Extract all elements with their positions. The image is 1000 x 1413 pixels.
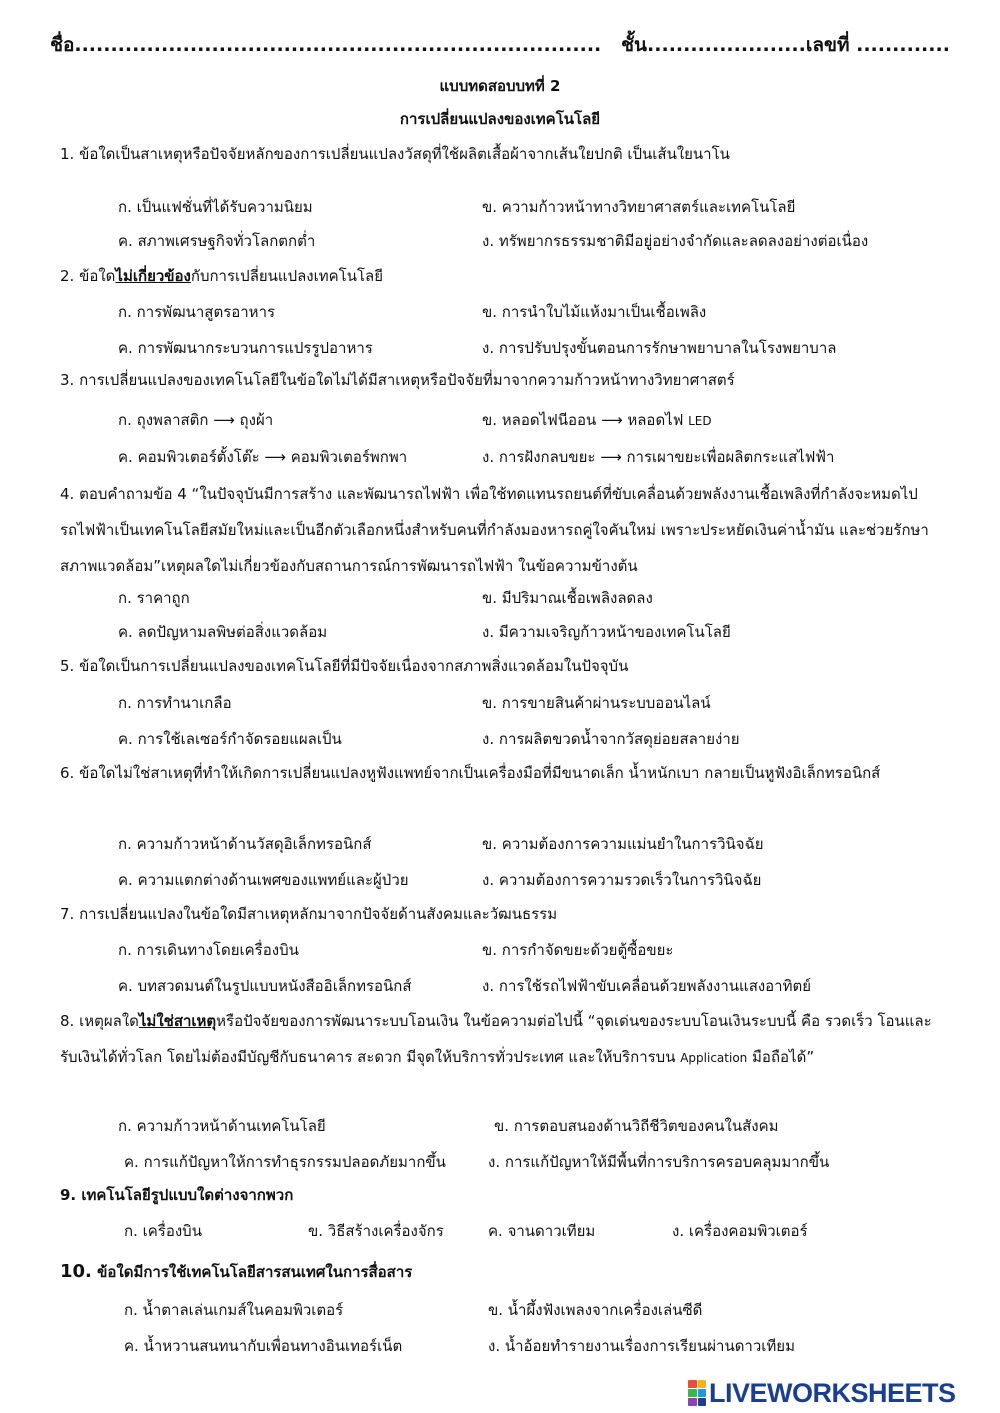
question-10: 10. ข้อใดมีการใช้เทคโนโลยีสารสนเทศในการสื่อสาร xyxy=(60,1261,413,1282)
q1-option-c[interactable]: ค. สภาพเศรษฐกิจทั่วโลกตกต่ำ xyxy=(118,232,316,250)
subject-title: การเปลี่ยนแปลงของเทคโนโลยี xyxy=(399,110,601,128)
q1-option-a[interactable]: ก. เป็นแฟชั่นที่ได้รับความนิยม xyxy=(118,198,313,216)
q5-option-c[interactable]: ค. การใช้เลเซอร์กำจัดรอยแผลเป็น xyxy=(118,730,342,748)
q2-option-a[interactable]: ก. การพัฒนาสูตรอาหาร xyxy=(118,303,276,321)
question-6: 6. ข้อใดไม่ใช่สาเหตุที่ทำให้เกิดการเปลี่ยนแปลงหูฟังแพทย์จากเป็นเครื่องมือที่มีขนาดเล็ก น้ำหนักเบา กลายเป็นหูฟังอิเล็กทรอนิกส์ xyxy=(60,764,881,782)
question-7: 7. การเปลี่ยนแปลงในข้อใดมีสาเหตุหลักมาจากปัจจัยด้านสังคมและวัฒนธรรม xyxy=(60,905,558,923)
q4-option-b[interactable]: ข. มีปริมาณเชื้อเพลิงลดลง xyxy=(482,589,653,607)
q2-option-b[interactable]: ข. การนำใบไม้แห้งมาเป็นเชื้อเพลิง xyxy=(482,303,707,321)
q4-option-a[interactable]: ก. ราคาถูก xyxy=(118,589,190,607)
class-number-field[interactable]: ชั้น......................เลขที่ ............. xyxy=(621,34,950,56)
q8-option-c[interactable]: ค. การแก้ปัญหาให้การทำธุรกรรมปลอดภัยมากขึ้น xyxy=(124,1153,446,1171)
q1-option-d[interactable]: ง. ทรัพยากรธรรมชาติมีอยู่อย่างจำกัดและลดลงอย่างต่อเนื่อง xyxy=(482,232,869,250)
q1-option-b[interactable]: ข. ความก้าวหน้าทางวิทยาศาสตร์และเทคโนโลยี xyxy=(482,198,796,216)
q4-option-d[interactable]: ง. มีความเจริญก้าวหน้าของเทคโนโลยี xyxy=(482,623,731,641)
q6-option-a[interactable]: ก. ความก้าวหน้าด้านวัสดุอิเล็กทรอนิกส์ xyxy=(118,835,372,853)
question-2: 2. ข้อใดไม่เกี่ยวข้องกับการเปลี่ยนแปลงเทคโนโลยี xyxy=(60,267,384,285)
q6-option-b[interactable]: ข. ความต้องการความแม่นยำในการวินิจฉัย xyxy=(482,835,764,853)
q7-option-b[interactable]: ข. การกำจัดขยะด้วยตู้ซื้อขยะ xyxy=(482,941,674,959)
q10-option-d[interactable]: ง. น้ำอ้อยทำรายงานเรื่องการเรียนผ่านดาวเทียม xyxy=(488,1337,795,1355)
q3-option-c[interactable]: ค. คอมพิวเตอร์ตั้งโต๊ะ ⟶ คอมพิวเตอร์พกพา xyxy=(118,448,408,466)
q5-option-d[interactable]: ง. การผลิตขวดน้ำจากวัสดุย่อยสลายง่าย xyxy=(482,730,740,748)
q10-option-b[interactable]: ข. น้ำผึ้งฟังเพลงจากเครื่องเล่นซีดี xyxy=(488,1301,703,1319)
test-title: แบบทดสอบบทที่ 2 xyxy=(439,77,561,95)
emphasis-not-cause: ไม่ใช่สาเหตุ xyxy=(138,1012,217,1030)
q8-option-a[interactable]: ก. ความก้าวหน้าด้านเทคโนโลยี xyxy=(118,1117,326,1135)
q2-option-c[interactable]: ค. การพัฒนากระบวนการแปรรูปอาหาร xyxy=(118,339,373,357)
q6-option-c[interactable]: ค. ความแตกต่างด้านเพศของแพทย์และผู้ป่วย xyxy=(118,871,409,889)
q9-option-b[interactable]: ข. วิธีสร้างเครื่องจักร xyxy=(308,1222,444,1240)
q3-option-d[interactable]: ง. การฝังกลบขยะ ⟶ การเผาขยะเพื่อผลิตกระแสไฟฟ้า xyxy=(482,448,835,466)
q9-option-c[interactable]: ค. จานดาวเทียม xyxy=(488,1222,596,1240)
question-5: 5. ข้อใดเป็นการเปลี่ยนแปลงของเทคโนโลยีที่มีปัจจัยเนื่องจากสภาพสิ่งแวดล้อมในปัจจุบัน xyxy=(60,657,629,675)
q9-option-d[interactable]: ง. เครื่องคอมพิวเตอร์ xyxy=(672,1222,808,1240)
q6-option-d[interactable]: ง. ความต้องการความรวดเร็วในการวินิจฉัย xyxy=(482,871,762,889)
q10-option-a[interactable]: ก. น้ำตาลเล่นเกมส์ในคอมพิวเตอร์ xyxy=(124,1301,344,1319)
q8-option-b[interactable]: ข. การตอบสนองด้านวิถีชีวิตของคนในสังคม xyxy=(494,1117,779,1135)
q7-option-d[interactable]: ง. การใช้รถไฟฟ้าขับเคลื่อนด้วยพลังงานแสงอาทิตย์ xyxy=(482,977,812,995)
question-8: 8. เหตุผลใดไม่ใช่สาเหตุหรือปัจจัยของการพัฒนาระบบโอนเงิน ในข้อความต่อไปนี้ “จุดเด่นของระบบโอนเงินระบบนี้ คือ รวดเร็ว โอนและรับเงินได้ทั่วโลก โดยไม่ต้องมีบัญชีกับธนาคาร สะดวก มีจุดให้บริการทั่วประเทศ และให้บริการบน Application มือถือได้” xyxy=(60,1012,932,1066)
question-1: 1. ข้อใดเป็นสาเหตุหรือปัจจัยหลักของการเปลี่ยนแปลงวัสดุที่ใช้ผลิตเสื้อผ้าจากเส้นใยปกติ เป็นเส้นใยนาโน xyxy=(60,145,730,163)
q5-option-a[interactable]: ก. การทำนาเกลือ xyxy=(118,694,232,712)
q10-option-c[interactable]: ค. น้ำหวานสนทนากับเพื่อนทางอินเทอร์เน็ต xyxy=(124,1337,403,1355)
emphasis-not-related: ไม่เกี่ยวข้อง xyxy=(115,267,191,285)
q8-option-d[interactable]: ง. การแก้ปัญหาให้มีพื้นที่การบริการครอบคลุมมากขึ้น xyxy=(488,1153,830,1171)
question-3: 3. การเปลี่ยนแปลงของเทคโนโลยีในข้อใดไม่ได้มีสาเหตุหรือปัจจัยที่มาจากความก้าวหน้าทางวิทยาศาสตร์ xyxy=(60,371,735,389)
q3-option-a[interactable]: ก. ถุงพลาสติก ⟶ ถุงผ้า xyxy=(118,411,274,429)
name-field[interactable]: ชื่อ......................................................................... xyxy=(50,34,602,56)
q3-option-b[interactable]: ข. หลอดไฟนีออน ⟶ หลอดไฟ LED xyxy=(482,411,712,429)
q2-option-d[interactable]: ง. การปรับปรุงขั้นตอนการรักษาพยาบาลในโรงพยาบาล xyxy=(482,339,837,357)
logo-badge-icon xyxy=(688,1380,706,1406)
question-4: 4. ตอบคำถามข้อ 4 “ในปัจจุบันมีการสร้าง และพัฒนารถไฟฟ้า เพื่อใช้ทดแทนรถยนต์ที่ขับเคลื่อนด้วยพลังงานเชื้อเพลิงที่กำลังจะหมดไป รถไฟฟ้าเป็นเทคโนโลยีสมัยใหม่และเป็นอีกตัวเลือกหนึ่งสำหรับคนที่กำลังมองหารถคู่ใจคันใหม่ เพราะประหยัดเงินค่าน้ำมัน และช่วยรักษาสภาพแวดล้อม”เหตุผลใดไม่เกี่ยวข้องกับสถานการณ์การพัฒนารถไฟฟ้า ในข้อความข้างต้น xyxy=(60,485,929,575)
logo-text: LIVEWORKSHEETS xyxy=(709,1377,956,1408)
q5-option-b[interactable]: ข. การขายสินค้าผ่านระบบออนไลน์ xyxy=(482,694,711,712)
question-9: 9. เทคโนโลยีรูปแบบใดต่างจากพวก xyxy=(60,1186,294,1204)
student-header xyxy=(0,30,1000,60)
q7-option-a[interactable]: ก. การเดินทางโดยเครื่องบิน xyxy=(118,941,299,959)
liveworksheets-logo xyxy=(688,1378,993,1408)
q7-option-c[interactable]: ค. บทสวดมนต์ในรูปแบบหนังสืออิเล็กทรอนิกส์ xyxy=(118,977,412,995)
q9-option-a[interactable]: ก. เครื่องบิน xyxy=(124,1222,202,1240)
q4-option-c[interactable]: ค. ลดปัญหามลพิษต่อสิ่งแวดล้อม xyxy=(118,623,328,641)
